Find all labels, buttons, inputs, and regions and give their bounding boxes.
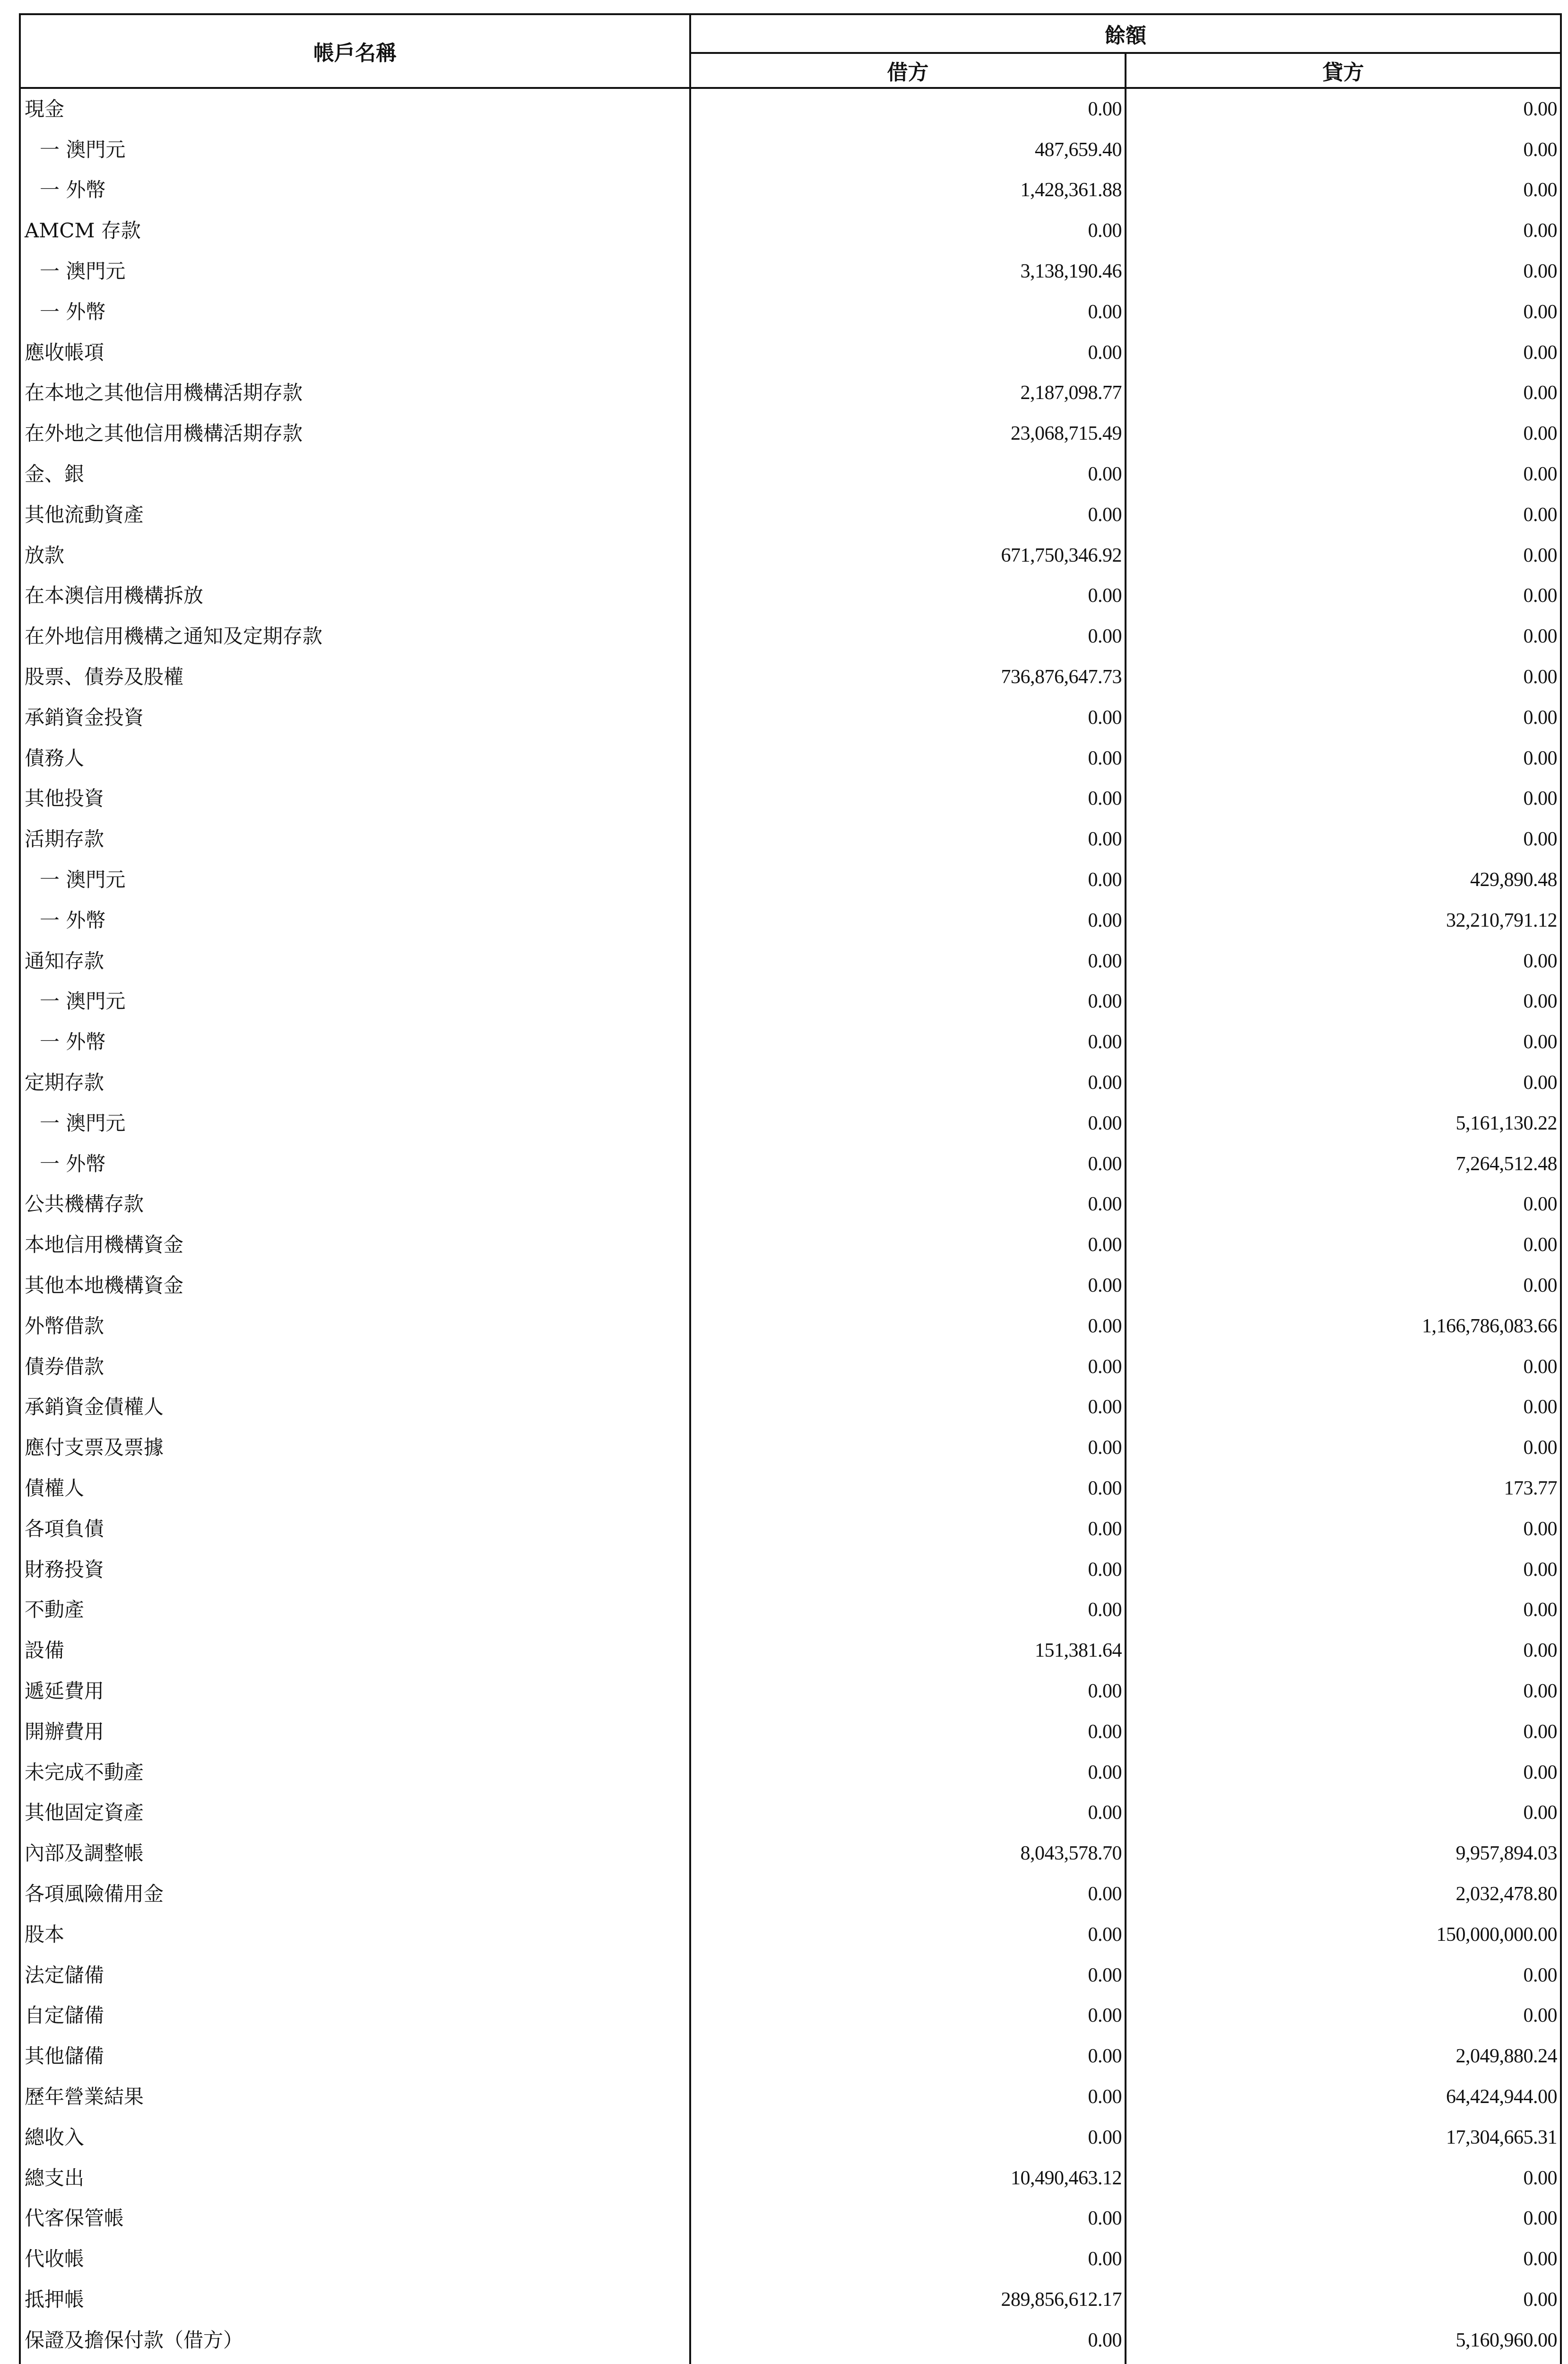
account-name-cell: 在外地信用機構之通知及定期存款 xyxy=(20,616,690,657)
credit-cell: 0.00 xyxy=(1126,1995,1561,2036)
debit-cell: 0.00 xyxy=(690,1712,1126,1752)
account-name-cell: 各項負債 xyxy=(20,1509,690,1549)
debit-cell: 8,043,578.70 xyxy=(690,1833,1126,1874)
table-row xyxy=(20,1347,1561,1387)
account-name-cell: 股本 xyxy=(20,1914,690,1955)
account-name-cell: 一 澳門元 xyxy=(20,130,690,170)
credit-cell: 64,424,944.00 xyxy=(1126,2077,1561,2117)
credit-cell: 0.00 xyxy=(1126,941,1561,982)
debit-cell: 0.00 xyxy=(690,1427,1126,1468)
debit-cell: 0.00 xyxy=(690,454,1126,495)
account-name-cell: 開辦費用 xyxy=(20,1712,690,1752)
table-row xyxy=(20,1387,1561,1428)
table-row xyxy=(20,1752,1561,1793)
debit-cell: 0.00 xyxy=(690,2036,1126,2077)
table-row xyxy=(20,2198,1561,2239)
credit-cell: 0.00 xyxy=(1126,1387,1561,1428)
table-body xyxy=(20,88,1561,2364)
account-name-cell: 總收入 xyxy=(20,2117,690,2158)
debit-cell: 0.00 xyxy=(690,1509,1126,1549)
table-row xyxy=(20,1874,1561,1914)
debit-cell: 0.00 xyxy=(690,576,1126,617)
table-row xyxy=(20,1712,1561,1752)
table-row xyxy=(20,941,1561,982)
credit-cell: 429,890.48 xyxy=(1126,860,1561,900)
table-row xyxy=(20,1792,1561,1833)
table-row xyxy=(20,413,1561,454)
table-row xyxy=(20,657,1561,697)
table-row xyxy=(20,1184,1561,1225)
credit-cell: 0.00 xyxy=(1126,2239,1561,2279)
table-row xyxy=(20,130,1561,170)
table-row xyxy=(20,2158,1561,2199)
table-row xyxy=(20,2320,1561,2361)
debit-cell: 0.00 xyxy=(690,1792,1126,1833)
table-row xyxy=(20,1427,1561,1468)
debit-cell: 0.00 xyxy=(690,1995,1126,2036)
debit-cell: 10,490,463.12 xyxy=(690,2158,1126,2199)
account-name-cell: 一 外幣 xyxy=(20,1022,690,1062)
debit-cell: 0.00 xyxy=(690,982,1126,1022)
debit-cell: 0.00 xyxy=(690,779,1126,819)
table-row xyxy=(20,819,1561,860)
account-name-cell: 在本地之其他信用機構活期存款 xyxy=(20,373,690,414)
credit-cell: 0.00 xyxy=(1126,1427,1561,1468)
credit-cell: 0.00 xyxy=(1126,1671,1561,1712)
debit-cell: 23,068,715.49 xyxy=(690,413,1126,454)
account-name-cell: 歷年營業結果 xyxy=(20,2077,690,2117)
header-credit: 貸方 xyxy=(1126,53,1561,88)
table-row xyxy=(20,1955,1561,1996)
account-name-cell: 代客保管帳 xyxy=(20,2198,690,2239)
debit-cell: 0.00 xyxy=(690,1874,1126,1914)
credit-cell: 0.00 xyxy=(1126,1347,1561,1387)
credit-cell: 0.00 xyxy=(1126,819,1561,860)
debit-cell: 1,428,361.88 xyxy=(690,170,1126,211)
account-name-cell: 一 外幣 xyxy=(20,1144,690,1184)
account-name-cell: 一 澳門元 xyxy=(20,251,690,292)
table-row xyxy=(20,495,1561,535)
debit-cell: 0.00 xyxy=(690,1590,1126,1630)
credit-cell: 0.00 xyxy=(1126,616,1561,657)
credit-cell: 0.00 xyxy=(1126,535,1561,576)
debit-cell: 0.00 xyxy=(690,1671,1126,1712)
account-name-cell: 抵押帳 xyxy=(20,2279,690,2320)
credit-cell: 0.00 xyxy=(1126,1712,1561,1752)
table-row xyxy=(20,1306,1561,1347)
table-row xyxy=(20,1144,1561,1184)
account-name-cell: 遞延費用 xyxy=(20,1671,690,1712)
table-row xyxy=(20,982,1561,1022)
account-name-cell: 定期存款 xyxy=(20,1062,690,1103)
credit-cell: 150,000,000.00 xyxy=(1126,1914,1561,1955)
credit-cell: 5,160,960.00 xyxy=(1126,2320,1561,2361)
table-row xyxy=(20,738,1561,779)
table-row xyxy=(20,1062,1561,1103)
debit-cell: 0.00 xyxy=(690,2077,1126,2117)
table-row xyxy=(20,1671,1561,1712)
credit-cell: 0.00 xyxy=(1126,576,1561,617)
credit-cell: 0.00 xyxy=(1126,130,1561,170)
account-name-cell: 股票、債券及股權 xyxy=(20,657,690,697)
account-name-cell: 承銷資金投資 xyxy=(20,697,690,738)
credit-cell: 0.00 xyxy=(1126,2158,1561,2199)
credit-cell xyxy=(1126,2361,1561,2364)
account-name-cell: 外幣借款 xyxy=(20,1306,690,1347)
table-row xyxy=(20,1022,1561,1062)
credit-cell: 0.00 xyxy=(1126,413,1561,454)
credit-cell: 0.00 xyxy=(1126,1752,1561,1793)
debit-cell: 0.00 xyxy=(690,1549,1126,1590)
account-name-cell xyxy=(20,2361,690,2364)
credit-cell: 0.00 xyxy=(1126,2279,1561,2320)
debit-cell: 0.00 xyxy=(690,697,1126,738)
debit-cell: 0.00 xyxy=(690,1144,1126,1184)
debit-cell: 671,750,346.92 xyxy=(690,535,1126,576)
credit-cell: 0.00 xyxy=(1126,332,1561,373)
debit-cell: 0.00 xyxy=(690,1225,1126,1265)
table-row xyxy=(20,332,1561,373)
account-name-cell: 金、銀 xyxy=(20,454,690,495)
account-name-cell: 活期存款 xyxy=(20,819,690,860)
debit-cell: 0.00 xyxy=(690,1468,1126,1509)
credit-cell: 0.00 xyxy=(1126,1225,1561,1265)
account-name-cell: 應付支票及票據 xyxy=(20,1427,690,1468)
table-row xyxy=(20,1225,1561,1265)
debit-cell: 0.00 xyxy=(690,738,1126,779)
account-name-cell: 債權人 xyxy=(20,1468,690,1509)
trial-balance-table xyxy=(19,13,1562,2364)
credit-cell: 0.00 xyxy=(1126,1792,1561,1833)
credit-cell: 173.77 xyxy=(1126,1468,1561,1509)
debit-cell: 0.00 xyxy=(690,900,1126,941)
debit-cell: 0.00 xyxy=(690,1022,1126,1062)
debit-cell: 0.00 xyxy=(690,210,1126,251)
credit-cell: 0.00 xyxy=(1126,779,1561,819)
table-row xyxy=(20,88,1561,130)
table-row xyxy=(20,292,1561,332)
table-row xyxy=(20,2117,1561,2158)
debit-cell: 2,187,098.77 xyxy=(690,373,1126,414)
credit-cell: 0.00 xyxy=(1126,1184,1561,1225)
table-row xyxy=(20,697,1561,738)
debit-cell: 0.00 xyxy=(690,1955,1126,1996)
credit-cell: 0.00 xyxy=(1126,697,1561,738)
credit-cell: 0.00 xyxy=(1126,373,1561,414)
debit-cell: 0.00 xyxy=(690,616,1126,657)
account-name-cell: 各項風險備用金 xyxy=(20,1874,690,1914)
debit-cell: 0.00 xyxy=(690,495,1126,535)
account-name-cell: 一 澳門元 xyxy=(20,1103,690,1144)
ledger-sheet xyxy=(19,13,1560,2364)
debit-cell: 3,138,190.46 xyxy=(690,251,1126,292)
debit-cell: 289,856,612.17 xyxy=(690,2279,1126,2320)
table-row xyxy=(20,210,1561,251)
credit-cell: 5,161,130.22 xyxy=(1126,1103,1561,1144)
credit-cell: 0.00 xyxy=(1126,88,1561,130)
debit-cell: 0.00 xyxy=(690,88,1126,130)
account-name-cell: 財務投資 xyxy=(20,1549,690,1590)
header-account-name: 帳戶名稱 xyxy=(20,14,690,88)
table-row xyxy=(20,616,1561,657)
table-row xyxy=(20,1914,1561,1955)
debit-cell: 0.00 xyxy=(690,1752,1126,1793)
table-row xyxy=(20,1590,1561,1630)
debit-cell xyxy=(690,2361,1126,2364)
credit-cell: 0.00 xyxy=(1126,657,1561,697)
debit-cell: 0.00 xyxy=(690,1306,1126,1347)
account-name-cell: 在外地之其他信用機構活期存款 xyxy=(20,413,690,454)
table-row xyxy=(20,576,1561,617)
credit-cell: 0.00 xyxy=(1126,1062,1561,1103)
account-name-cell: 其他流動資產 xyxy=(20,495,690,535)
table-row xyxy=(20,454,1561,495)
account-name-cell: 未完成不動產 xyxy=(20,1752,690,1793)
account-name-cell: 本地信用機構資金 xyxy=(20,1225,690,1265)
account-name-cell: 債券借款 xyxy=(20,1347,690,1387)
account-name-cell: 其他投資 xyxy=(20,779,690,819)
debit-cell: 0.00 xyxy=(690,1184,1126,1225)
account-name-cell: 放款 xyxy=(20,535,690,576)
credit-cell: 7,264,512.48 xyxy=(1126,1144,1561,1184)
debit-cell: 0.00 xyxy=(690,819,1126,860)
account-name-cell: 總支出 xyxy=(20,2158,690,2199)
table-row xyxy=(20,1549,1561,1590)
table-row xyxy=(20,535,1561,576)
credit-cell: 0.00 xyxy=(1126,495,1561,535)
account-name-cell: 通知存款 xyxy=(20,941,690,982)
debit-cell: 0.00 xyxy=(690,332,1126,373)
debit-cell: 151,381.64 xyxy=(690,1630,1126,1671)
credit-cell: 2,032,478.80 xyxy=(1126,1874,1561,1914)
debit-cell: 0.00 xyxy=(690,2239,1126,2279)
table-row xyxy=(20,1630,1561,1671)
debit-cell: 0.00 xyxy=(690,1265,1126,1306)
account-name-cell: 代收帳 xyxy=(20,2239,690,2279)
debit-cell: 0.00 xyxy=(690,1062,1126,1103)
account-name-cell: 承銷資金債權人 xyxy=(20,1387,690,1428)
table-row xyxy=(20,2077,1561,2117)
table-row xyxy=(20,2239,1561,2279)
table-row xyxy=(20,2279,1561,2320)
account-name-cell: 其他儲備 xyxy=(20,2036,690,2077)
account-name-cell: 債務人 xyxy=(20,738,690,779)
table-row xyxy=(20,1265,1561,1306)
account-name-cell: 應收帳項 xyxy=(20,332,690,373)
table-row xyxy=(20,373,1561,414)
account-name-cell: 一 外幣 xyxy=(20,170,690,211)
debit-cell: 0.00 xyxy=(690,2198,1126,2239)
account-name-cell: 保證及擔保付款（借方） xyxy=(20,2320,690,2361)
table-row xyxy=(20,1509,1561,1549)
debit-cell: 0.00 xyxy=(690,1347,1126,1387)
table-row xyxy=(20,779,1561,819)
account-name-cell: 法定儲備 xyxy=(20,1955,690,1996)
credit-cell: 0.00 xyxy=(1126,170,1561,211)
account-name-cell: 自定儲備 xyxy=(20,1995,690,2036)
credit-cell: 0.00 xyxy=(1126,1022,1561,1062)
credit-cell: 9,957,894.03 xyxy=(1126,1833,1561,1874)
debit-cell: 0.00 xyxy=(690,860,1126,900)
credit-cell: 0.00 xyxy=(1126,1590,1561,1630)
account-name-cell: 一 澳門元 xyxy=(20,860,690,900)
debit-cell: 0.00 xyxy=(690,1914,1126,1955)
debit-cell: 0.00 xyxy=(690,1103,1126,1144)
table-row xyxy=(20,1468,1561,1509)
account-name-cell: 一 外幣 xyxy=(20,292,690,332)
account-name-cell: 現金 xyxy=(20,88,690,130)
credit-cell: 0.00 xyxy=(1126,738,1561,779)
table-row xyxy=(20,170,1561,211)
account-name-cell: 不動產 xyxy=(20,1590,690,1630)
credit-cell: 0.00 xyxy=(1126,1509,1561,1549)
credit-cell: 0.00 xyxy=(1126,1955,1561,1996)
account-name-cell: 一 外幣 xyxy=(20,900,690,941)
debit-cell: 0.00 xyxy=(690,941,1126,982)
debit-cell: 0.00 xyxy=(690,2320,1126,2361)
debit-cell: 487,659.40 xyxy=(690,130,1126,170)
account-name-cell: 其他本地機構資金 xyxy=(20,1265,690,1306)
table-row xyxy=(20,1995,1561,2036)
credit-cell: 0.00 xyxy=(1126,1549,1561,1590)
debit-cell: 0.00 xyxy=(690,292,1126,332)
debit-cell: 736,876,647.73 xyxy=(690,657,1126,697)
table-row xyxy=(20,251,1561,292)
table-row xyxy=(20,860,1561,900)
credit-cell: 0.00 xyxy=(1126,2198,1561,2239)
debit-cell: 0.00 xyxy=(690,1387,1126,1428)
debit-cell: 0.00 xyxy=(690,2117,1126,2158)
account-name-cell: 公共機構存款 xyxy=(20,1184,690,1225)
header-debit: 借方 xyxy=(690,53,1126,88)
credit-cell: 1,166,786,083.66 xyxy=(1126,1306,1561,1347)
table-row xyxy=(20,1833,1561,1874)
credit-cell: 0.00 xyxy=(1126,454,1561,495)
credit-cell: 32,210,791.12 xyxy=(1126,900,1561,941)
credit-cell: 0.00 xyxy=(1126,251,1561,292)
credit-cell: 0.00 xyxy=(1126,1630,1561,1671)
credit-cell: 0.00 xyxy=(1126,1265,1561,1306)
credit-cell: 0.00 xyxy=(1126,982,1561,1022)
account-name-cell: 一 澳門元 xyxy=(20,982,690,1022)
table-row xyxy=(20,900,1561,941)
table-header xyxy=(20,14,1561,88)
account-name-cell: 內部及調整帳 xyxy=(20,1833,690,1874)
table-row xyxy=(20,2361,1561,2364)
table-row xyxy=(20,1103,1561,1144)
account-name-cell: 在本澳信用機構拆放 xyxy=(20,576,690,617)
credit-cell: 0.00 xyxy=(1126,292,1561,332)
credit-cell: 17,304,665.31 xyxy=(1126,2117,1561,2158)
header-balance: 餘額 xyxy=(690,14,1561,53)
credit-cell: 2,049,880.24 xyxy=(1126,2036,1561,2077)
account-name-cell: 其他固定資產 xyxy=(20,1792,690,1833)
credit-cell: 0.00 xyxy=(1126,210,1561,251)
table-row xyxy=(20,2036,1561,2077)
account-name-cell: AMCM 存款 xyxy=(20,210,690,251)
account-name-cell: 設備 xyxy=(20,1630,690,1671)
